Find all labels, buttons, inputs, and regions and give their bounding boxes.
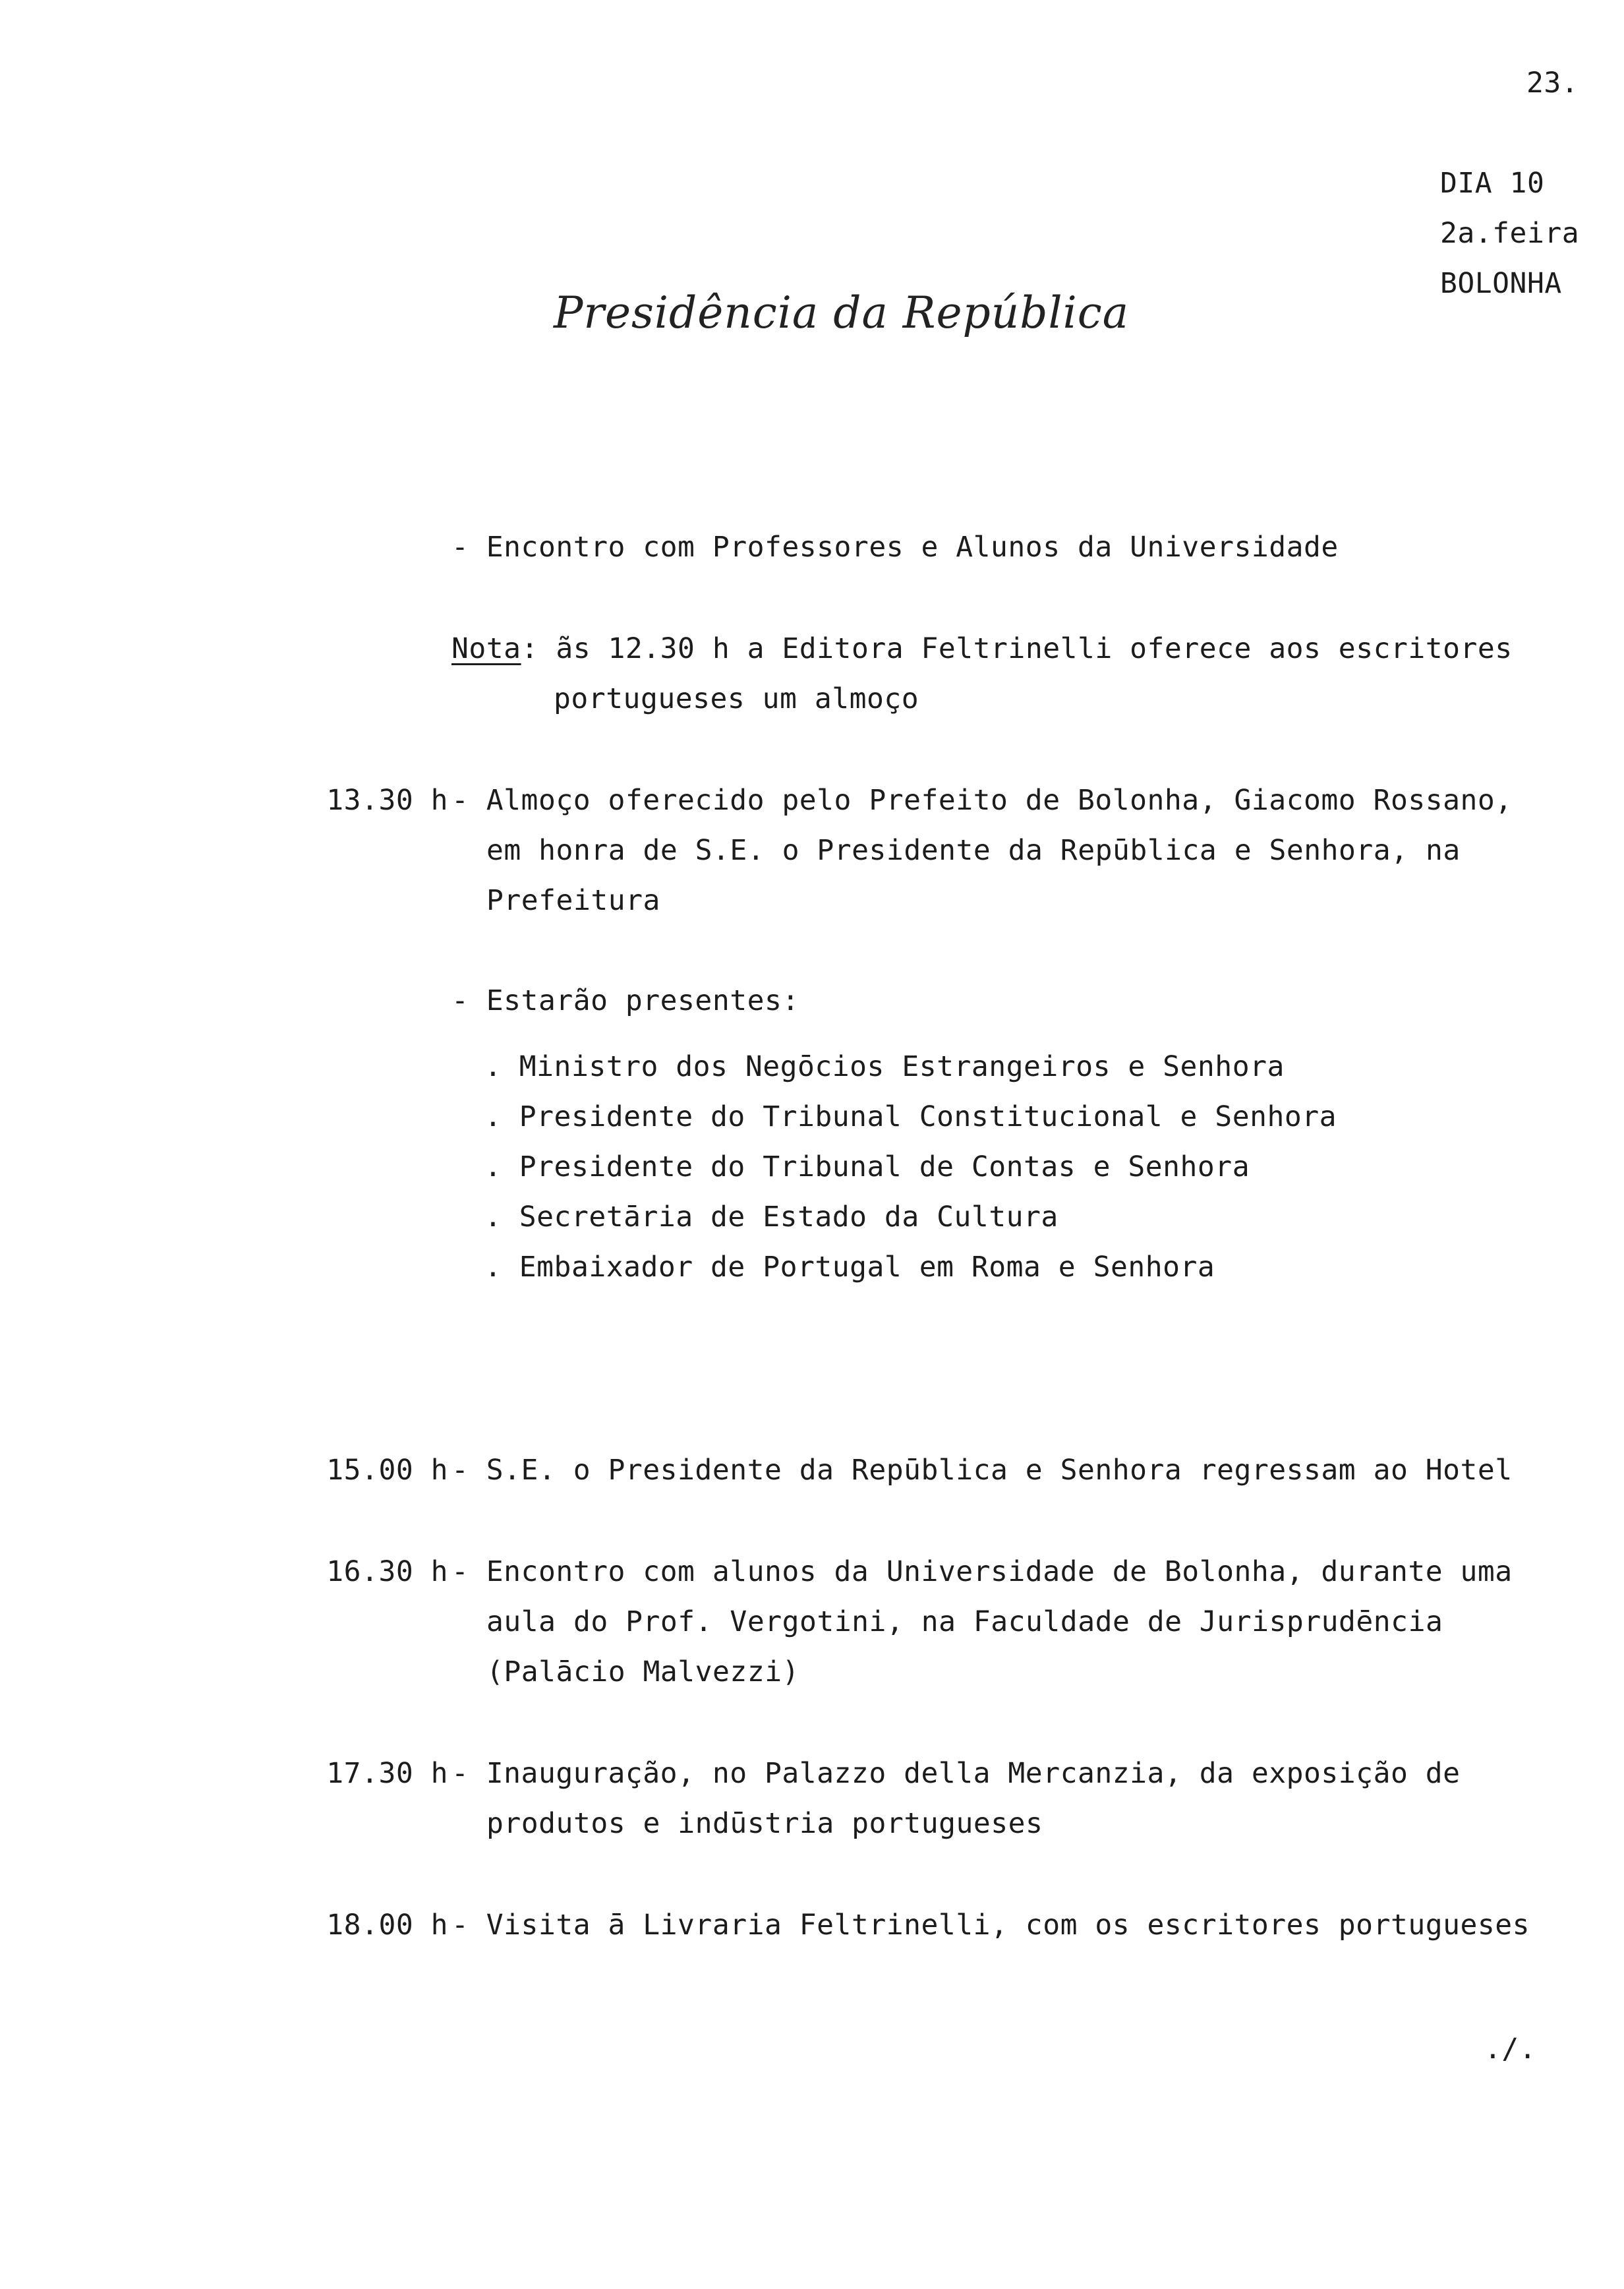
nota-text-1: : ãs 12.30 h a Editora Feltrinelli oferece aos escritores xyxy=(521,632,1513,665)
presente-item: . Presidente do Tribunal de Contas e Senhora xyxy=(484,1150,1250,1183)
almoco-line-3: Prefeitura xyxy=(486,884,660,917)
visita-line-1: - Visita ā Livraria Feltrinelli, com os escritores portugueses xyxy=(451,1909,1530,1942)
item-encontro-professores: - Encontro com Professores e Alunos da Universidade xyxy=(451,531,1339,564)
time-visita: 18.00 h xyxy=(326,1909,448,1942)
almoco-line-2: em honra de S.E. o Presidente da Repūblica e Senhora, na xyxy=(486,834,1461,867)
inauguracao-line-1: - Inauguração, no Palazzo della Mercanzia, da exposição de xyxy=(451,1757,1461,1790)
city-label: BOLONHA xyxy=(1440,267,1562,300)
time-regresso: 15.00 h xyxy=(326,1454,448,1487)
nota-line-1 xyxy=(451,624,1513,674)
presente-item: . Ministro dos Negōcios Estrangeiros e Senhora xyxy=(484,1050,1285,1083)
inauguracao-line-2: produtos e indūstria portugueses xyxy=(486,1807,1043,1840)
encontro-alunos-line-2: aula do Prof. Vergotini, na Faculdade de Jurisprudēncia xyxy=(486,1605,1443,1638)
nota-line-2: portugueses um almoço xyxy=(554,682,919,715)
page-number: 23. xyxy=(1526,67,1579,100)
presentes-title: - Estarão presentes: xyxy=(451,984,799,1017)
time-inauguracao: 17.30 h xyxy=(326,1757,448,1790)
almoco-line-1: - Almoço oferecido pelo Prefeito de Bolonha, Giacomo Rossano, xyxy=(451,784,1513,817)
letterhead: Presidência da República xyxy=(554,287,1130,338)
encontro-alunos-line-3: (Palācio Malvezzi) xyxy=(486,1655,799,1688)
presente-item: . Secretāria de Estado da Cultura xyxy=(484,1201,1058,1234)
regresso-line-1: - S.E. o Presidente da Repūblica e Senhora regressam ao Hotel xyxy=(451,1454,1513,1487)
presente-item: . Presidente do Tribunal Constitucional e Senhora xyxy=(484,1100,1337,1133)
continuation-mark: ./. xyxy=(1484,2033,1537,2066)
nota-label: Nota xyxy=(451,632,521,665)
time-almoco: 13.30 h xyxy=(326,784,448,817)
day-label: DIA 10 xyxy=(1440,167,1545,200)
encontro-alunos-line-1: - Encontro com alunos da Universidade de Bolonha, durante uma xyxy=(451,1555,1513,1588)
presente-item: . Embaixador de Portugal em Roma e Senhora xyxy=(484,1251,1215,1284)
weekday-label: 2a.feira xyxy=(1440,217,1580,250)
time-encontro-alunos: 16.30 h xyxy=(326,1555,448,1588)
